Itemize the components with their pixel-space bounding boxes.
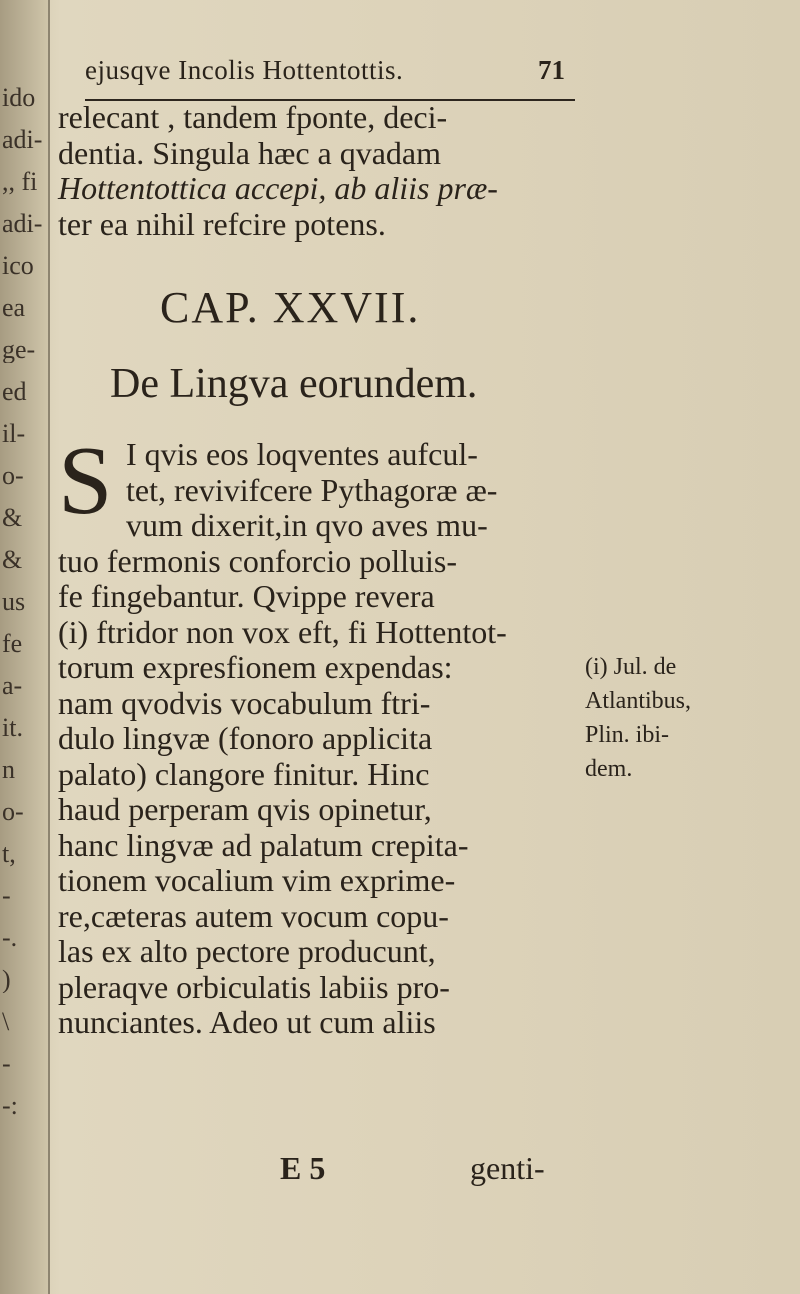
gutter-fragment: ea [2, 295, 26, 321]
gutter-fragment: adi- [2, 211, 43, 237]
text-line: re,cæteras autem vocum copu- [58, 897, 449, 934]
text-line: tet, revivifcere Pythagoræ æ- [126, 471, 498, 508]
gutter-fragment: fe [2, 631, 23, 657]
text-line: (i) ftridor non vox eft, fi Hottentot- [58, 613, 507, 650]
gutter-fragment: n [2, 757, 15, 783]
text-line: las ex alto pectore producunt, [58, 933, 436, 969]
signature-mark: E 5 [280, 1150, 326, 1186]
catchword: genti- [470, 1150, 545, 1186]
paragraph [58, 436, 578, 1040]
text-line: torum expresfionem expendas: [58, 649, 453, 685]
gutter-fragment: -. [2, 925, 18, 951]
text-line: nunciantes. Adeo ut cum aliis [58, 1004, 436, 1040]
gutter-fragment: -: [2, 1093, 18, 1119]
text-line: vum dixerit,in qvo aves mu- [126, 507, 488, 543]
gutter-fragment: & [2, 547, 23, 573]
text-block-top [58, 100, 578, 242]
text-line: nam qvodvis vocabulum ftri- [58, 684, 431, 721]
gutter-fragment: adi- [2, 127, 43, 153]
margin-note-line: Plin. ibi- [585, 722, 670, 748]
gutter-fragment: ido [2, 85, 36, 111]
gutter-fragment: o- [2, 799, 24, 825]
gutter-fragments [0, 0, 46, 1294]
gutter-fragment: us [2, 589, 26, 615]
margin-note-line: Atlantibus, [585, 688, 691, 714]
text-line: Hottentottica accepi, ab aliis præ- [58, 170, 498, 206]
gutter-fragment: ge- [2, 337, 36, 363]
gutter-fragment: o- [2, 463, 24, 489]
margin-note-line: (i) Jul. de [585, 654, 677, 680]
page-header [85, 55, 575, 101]
text-line: haud perperam qvis opinetur, [58, 791, 432, 827]
margin-note [585, 650, 705, 786]
gutter-fragment: t, [2, 841, 16, 867]
text-line: tionem vocalium vim exprime- [58, 862, 456, 898]
text-line: ter ea nihil refcire potens. [58, 205, 386, 242]
gutter-fragment: ico [2, 253, 34, 279]
gutter-fragment: ed [2, 379, 27, 405]
gutter-fragment: ) [2, 967, 11, 993]
gutter-fragment: ,, fi [2, 169, 38, 195]
text-line: relecant , tandem fponte, deci- [58, 99, 448, 135]
running-head: ejusqve Incolis Hottentottis. [85, 55, 404, 85]
text-line: palato) clangore finitur. Hinc [58, 755, 430, 792]
text-line: fe fingebantur. Qvippe revera [58, 578, 435, 614]
gutter-fragment: & [2, 505, 23, 531]
gutter-fragment: - [2, 883, 11, 909]
gutter-fragment: \ [2, 1009, 10, 1035]
margin-note-line: dem. [585, 756, 633, 782]
text-line: dulo lingvæ (fonoro applicita [58, 720, 433, 756]
facing-page-edge [0, 0, 50, 1294]
page-footer [0, 1150, 800, 1190]
chapter-heading: CAP. XXVII. [160, 283, 421, 332]
gutter-fragment: it. [2, 715, 23, 741]
drop-cap: S [58, 427, 113, 535]
text-line: hanc lingvæ ad palatum crepita- [58, 826, 469, 863]
gutter-fragment: il- [2, 421, 26, 447]
chapter-subtitle: De Lingva eorundem. [110, 361, 478, 407]
gutter-fragment: a- [2, 673, 23, 699]
text-line: I qvis eos loqventes aufcul- [126, 436, 478, 472]
text-line: dentia. Singula hæc a qvadam [58, 134, 442, 171]
text-line: pleraqve orbiculatis labiis pro- [58, 968, 450, 1005]
page-number: 71 [538, 55, 565, 85]
text-line: tuo fermonis conforcio polluis- [58, 542, 458, 579]
gutter-fragment: - [2, 1051, 11, 1077]
